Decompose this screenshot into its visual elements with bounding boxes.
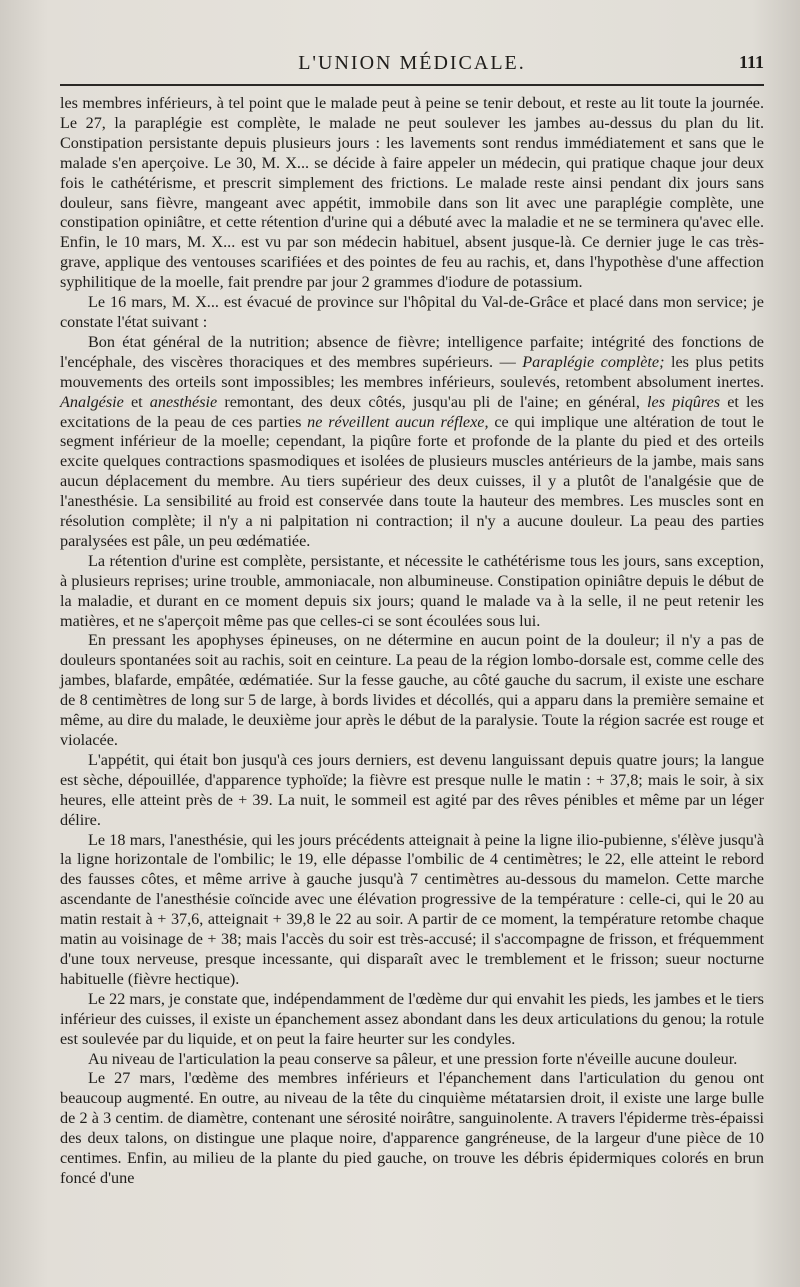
body-paragraph xyxy=(60,990,764,1050)
italic-term: anesthésie xyxy=(149,392,218,411)
paragraph-text: remontant, des deux côtés, jusqu'au pli de l'aine; en général, xyxy=(217,392,648,411)
body-paragraph xyxy=(60,293,764,333)
body-paragraph xyxy=(60,1050,764,1070)
page-number: 111 xyxy=(738,52,764,72)
paragraph-text: Au niveau de l'articulation la peau conserve sa pâleur, et une pression forte n'éveille aucune douleur. xyxy=(88,1049,738,1068)
body-paragraph xyxy=(60,552,764,632)
page-header xyxy=(60,52,764,78)
paragraph-text: les plus petits mouvements des orteils sont impossibles; les membres inférieurs, soulevés, retombent absolument inertes. xyxy=(60,352,764,391)
body-paragraph xyxy=(60,94,764,293)
paragraph-text: En pressant les apophyses épineuses, on ne détermine en aucun point de la douleur; il n'y a pas de douleurs spontanées soit au rachis, soit en ceinture. La peau de la région lombo-dorsale est, comme celle des jambes, blafarde, empâtée, œdématiée. Sur la fesse gauche, au côté gauche du sacrum, il existe une eschare de 8 centimètres de long sur 5 de large, à bords livides et décollés, qui a apparu dans la première semaine et même, au dire du malade, le deuxième jour après le début de la paralysie. Toute la région sacrée est rouge et violacée. xyxy=(60,631,764,749)
paragraph-text: ce qui implique une altération de tout le segment inférieur de la moelle; cependant, la piqûre forte et profonde de la plante du pied et des orteils excite quelques contractions spasmodiques et isolées de plusieurs muscles antérieurs de la jambe, mais sans aucun déplacement du membre. Au tiers supérieur des deux cuisses, il y a plutôt de l'analgésie que de l'anesthésie. La sensibilité au froid est conservée dans toute la hauteur des membres. Les muscles sont en résolution complète; il n'y a ni palpitation ni contraction; il n'y a aucune douleur. La peau des parties paralysées est pâle, un peu œdématiée. xyxy=(60,412,764,550)
italic-term: Analgésie xyxy=(60,392,124,411)
body-paragraph xyxy=(60,1069,764,1188)
paragraph-text: Le 18 mars, l'anesthésie, qui les jours précédents atteignait à peine la ligne ilio-pubienne, s'élève jusqu'à la ligne horizontale de l'ombilic; le 19, elle dépasse l'ombilic de 4 centimètres; le 22, elle atteint le rebord des fausses côtes, et même arrive à gauche jusqu'à 7 centimètres au-dessous du mamelon. Cette marche ascendante de l'anesthésie coïncide avec une élévation progressive de la température : celle-ci, qui le 20 au matin restait à + 37,6, atteignait + 39,8 le 22 au soir. A partir de ce moment, la température retombe chaque matin au voisinage de + 38; mais l'accès du soir est très-accusé; il s'accompagne de frisson, et fréquemment d'une toux nerveuse, presque incessante, qui disparaît avec le tremblement et le frisson; sueur nocturne habituelle (fièvre hectique). xyxy=(60,830,764,988)
body-paragraph xyxy=(60,631,764,750)
paragraph-text: et xyxy=(123,392,150,411)
paragraph-text: Le 16 mars, M. X... est évacué de province sur l'hôpital du Val-de-Grâce et placé dans mon service; je constate l'état suivant : xyxy=(60,293,764,331)
paragraph-text: Bon état général de la nutrition; absence de fièvre; intelligence parfaite; intégrité des fonctions de l'encéphale, des viscères thoraciques et des membres supérieurs. — xyxy=(60,332,764,371)
article-body xyxy=(60,94,764,1189)
header-rule xyxy=(60,84,764,86)
journal-title: L'UNION MÉDICALE. xyxy=(298,52,526,74)
body-paragraph xyxy=(60,333,764,552)
paragraph-text: Le 27 mars, l'œdème des membres inférieurs et l'épanchement dans l'articulation du genou ont beaucoup augmenté. En outre, au niveau de la tête du cinquième métatarsien droit, il existe une large bulle de 2 à 3 centim. de diamètre, contenant une sérosité noirâtre, sanguinolente. A travers l'épiderme très-épaissi des deux talons, on distingue une plaque noire, d'apparence gangréneuse, de la largeur d'une pièce de 10 centimes. Enfin, au milieu de la plante du pied gauche, on trouve les débris épidermiques colorés en brun foncé d'une xyxy=(60,1069,764,1187)
italic-term: Paraplégie complète; xyxy=(522,352,665,371)
paragraph-text: les membres inférieurs, à tel point que le malade peut à peine se tenir debout, et reste au lit toute la journée. Le 27, la paraplégie est complète, le malade ne peut soulever les jambes au-dessus du plan du lit. Constipation persistante depuis plusieurs jours : les lavements sont rendus immédiatement et sans que le malade s'en aperçoive. Le 30, M. X... se décide à faire appeler un médecin, qui pratique chaque jour deux fois le cathétérisme, et prescrit simplement des frictions. Le malade reste ainsi pendant dix jours sans douleur, sans fièvre, mangeant avec appétit, immobile dans son lit avec une paraplégie complète, une constipation opiniâtre, et cette rétention d'urine qui a débuté avec la maladie et ne se terminera qu'avec elle. Enfin, le 10 mars, M. X... est vu par son médecin habituel, absent jusque-là. Ce dernier juge le cas très-grave, applique des ventouses scarifiées et des pointes de feu au rachis, et, dans l'hypothèse d'une affection syphilitique de la moelle, fait prendre par jour 2 grammes d'iodure de potassium. xyxy=(60,94,764,292)
italic-term: les piqûres xyxy=(647,392,721,411)
body-paragraph xyxy=(60,751,764,831)
paragraph-text: La rétention d'urine est complète, persistante, et nécessite le cathétérisme tous les jours, sans exception, à plusieurs reprises; urine trouble, ammoniacale, non albumineuse. Constipation opiniâtre depuis le début de la maladie, et durant en ce moment depuis six jours; quand le malade va à la selle, il ne peut retenir les matières, et ne s'aperçoit même pas que celles-ci se sont écoulées sous lui. xyxy=(60,551,764,630)
italic-term: ne réveillent aucun réflexe, xyxy=(307,412,489,431)
paragraph-text: L'appétit, qui était bon jusqu'à ces jours derniers, est devenu languissant depuis quatre jours; la langue est sèche, dépouillée, d'apparence typhoïde; la fièvre est presque nulle le matin : + 37,8; mais le soir, à six heures, elle atteint près de + 39. La nuit, le sommeil est agité par des rêves pénibles et même par un léger délire. xyxy=(60,750,764,829)
paragraph-text: Le 22 mars, je constate que, indépendamment de l'œdème dur qui envahit les pieds, les jambes et le tiers inférieur des cuisses, il existe un épanchement assez abondant dans les deux articulations du genou; la rotule est soulevée par du liquide, et on peut la faire heurter sur les condyles. xyxy=(60,989,764,1048)
paragraph-text: et les excitations de la peau de ces parties xyxy=(60,392,764,431)
body-paragraph xyxy=(60,831,764,990)
